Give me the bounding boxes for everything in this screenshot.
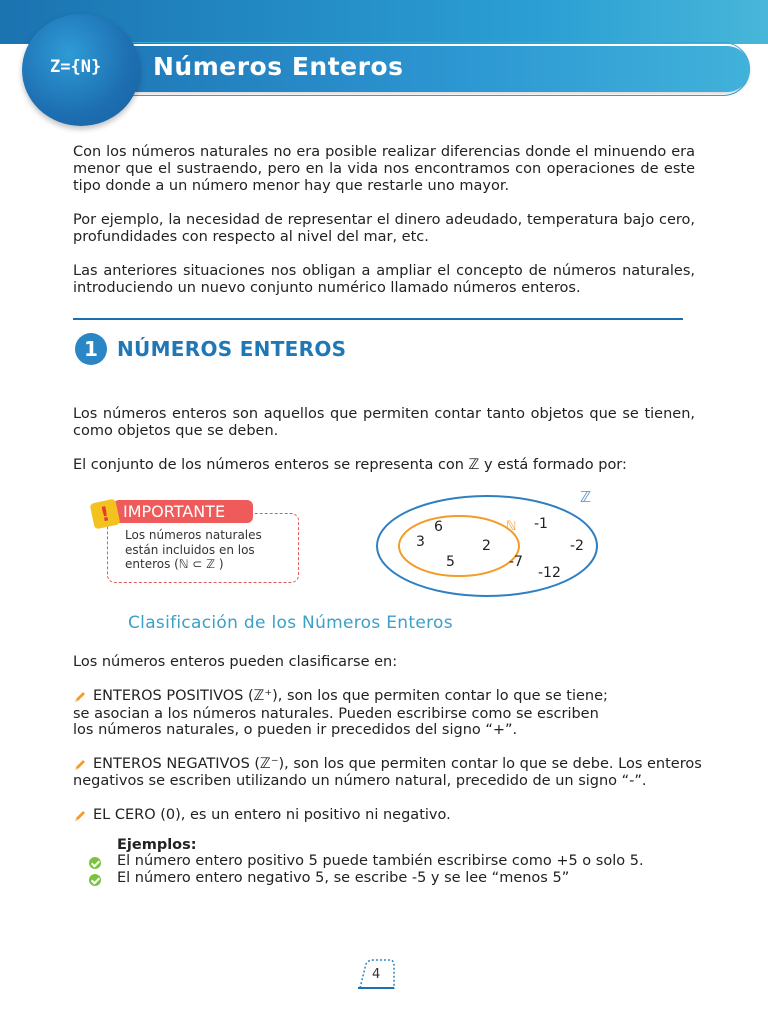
classification-intro: Los números enteros pueden clasificarse en: <box>73 654 398 670</box>
section-divider <box>73 318 683 320</box>
intro-paragraph-3: Las anteriores situaciones nos obligan a ampliar el concepto de números naturales, introduciendo un nuevo conjunto numérico llamado números enteros. <box>73 263 695 296</box>
positive-line-1: ENTEROS POSITIVOS (ℤ⁺), son los que permiten contar lo que se tiene; <box>93 688 608 704</box>
venn-number: -12 <box>538 565 561 581</box>
section-title: NÚMEROS ENTEROS <box>117 337 347 361</box>
venn-number: -2 <box>570 538 584 554</box>
venn-number: 3 <box>416 534 425 550</box>
intro-paragraph-1: Con los números naturales no era posible realizar diferencias donde el minuendo era menor que el sustraendo, pero en la vida nos encontramos con operaciones de este tipo donde a un número menor hay que restarle uno mayor. <box>73 144 695 194</box>
page-title: Números Enteros <box>153 52 404 81</box>
classification-heading: Clasificación de los Números Enteros <box>128 613 453 633</box>
important-tag: IMPORTANTE <box>113 500 253 523</box>
positive-line-3: los números naturales, o pueden ir precedidos del signo “+”. <box>73 722 518 738</box>
logo-text: Z={N} <box>50 57 102 77</box>
pencil-icon <box>73 758 87 772</box>
section-paragraph-2: El conjunto de los números enteros se representa con ℤ y está formado por: <box>73 457 627 473</box>
section-paragraph-1: Los números enteros son aquellos que permiten contar tanto objetos que se tienen, como objetos que se deben. <box>73 406 695 439</box>
venn-number: -7 <box>509 554 523 570</box>
intro-paragraph-2: Por ejemplo, la necesidad de representar el dinero adeudado, temperatura bajo cero, profundidades con respecto al nivel del mar, etc. <box>73 212 695 245</box>
exclamation-icon: ! <box>90 499 121 530</box>
venn-number: -1 <box>534 516 548 532</box>
set-n-label: ℕ <box>506 519 517 534</box>
pencil-icon <box>73 809 87 823</box>
venn-number: 5 <box>446 554 455 570</box>
zero-line: EL CERO (0), es un entero ni positivo ni negativo. <box>93 807 451 823</box>
examples-label: Ejemplos: <box>117 837 197 853</box>
pencil-icon <box>73 690 87 704</box>
venn-number: 6 <box>434 519 443 535</box>
section-number-badge: 1 <box>75 333 107 365</box>
page-number: 4 <box>372 967 381 982</box>
example-2: El número entero negativo 5, se escribe -5 y se lee “menos 5” <box>117 870 570 886</box>
positive-line-2: se asocian a los números naturales. Pueden escribirse como se escriben <box>73 706 599 722</box>
set-z-label: ℤ <box>580 488 592 506</box>
negative-line-1: ENTEROS NEGATIVOS (ℤ⁻), son los que permiten contar lo que se debe. Los enteros <box>93 756 702 772</box>
check-icon <box>89 874 101 886</box>
example-1: El número entero positivo 5 puede también escribirse como +5 o solo 5. <box>117 853 644 869</box>
venn-number: 2 <box>482 538 491 554</box>
negative-line-2: negativos se escriben utilizando un número natural, precedido de un signo “-”. <box>73 773 647 789</box>
important-text: Los números naturales están incluidos en los enteros (ℕ ⊂ ℤ ) <box>125 528 262 571</box>
check-icon <box>89 857 101 869</box>
